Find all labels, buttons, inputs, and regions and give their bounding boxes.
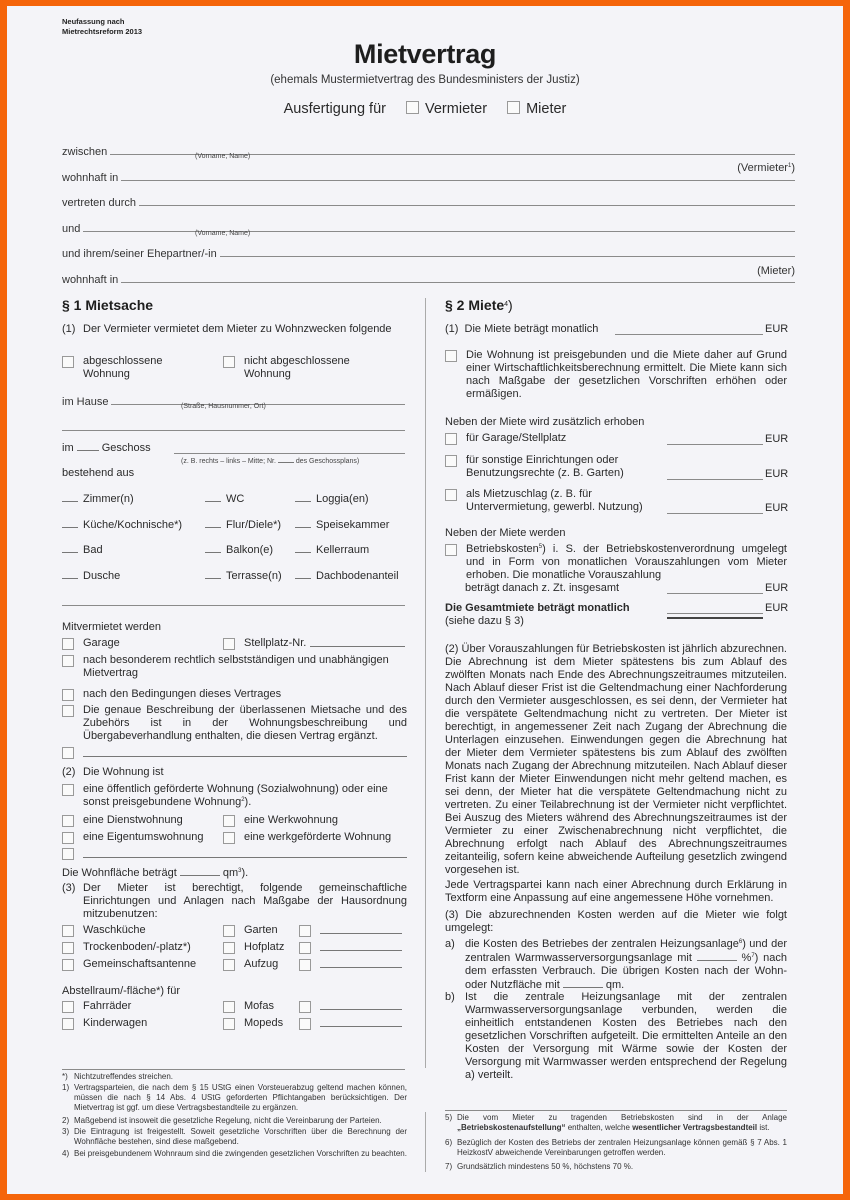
revision-note: [62, 17, 142, 37]
field-label: im Hause: [62, 396, 109, 408]
checkbox[interactable]: [62, 356, 74, 368]
option-label: Kinderwagen: [83, 1017, 148, 1029]
option-betriebskosten[interactable]: [445, 543, 787, 582]
checkbox-vermieter[interactable]: [406, 101, 419, 114]
option-label: Mopeds: [244, 1017, 284, 1029]
room-item: [62, 543, 103, 557]
field-label: Geschoss: [101, 442, 151, 454]
option-label: nicht abgeschlossene Wohnung: [244, 355, 350, 380]
hint-text: (z. B. rechts – links – Mitte; Nr.: [181, 458, 276, 465]
input-other[interactable]: [83, 847, 407, 858]
option-text: eine öffentlich geförderte Wohnung (Sozialwohnung) oder eine sonst preisgebundene Wohnung: [83, 783, 388, 808]
column-divider: [425, 298, 426, 1068]
facility-option[interactable]: [223, 958, 278, 971]
input-room-count[interactable]: [62, 543, 78, 553]
s2-para-3: (3) Die abzurechnenden Kosten werden auf die Mieter wie folgt umgelegt:: [445, 909, 787, 934]
unit-label: qm: [222, 867, 239, 879]
input-wohnflaeche[interactable]: [180, 866, 220, 876]
option-label: für sonstige Einrichtungen oder Benutzungsrechte (z. B. Garten): [466, 454, 624, 479]
document-page: [7, 6, 843, 1194]
footnote-text: Bei preisgebundenem Wohnraum sind die zwingenden gesetzlichen Vorschriften zu beachten.: [74, 1149, 407, 1158]
input-room-count[interactable]: [62, 569, 78, 579]
checkbox[interactable]: [445, 433, 457, 445]
room-label: Bad: [83, 544, 103, 556]
checkbox[interactable]: [299, 942, 311, 954]
footnote-text-part: Die vom Mieter zu tragenden Betriebskosten sind in der Anlage: [457, 1113, 787, 1122]
facility-option-other[interactable]: [299, 1000, 402, 1013]
section-heading: § 1 Mietsache: [62, 297, 154, 313]
field-wohnhaft-mieter[interactable]: [62, 270, 795, 286]
footnote-mark: 1): [62, 1083, 70, 1092]
vermieter-role-label: (Vermieter$^1$): [733, 162, 795, 174]
unit-label: %: [741, 952, 752, 964]
input-room-count[interactable]: [295, 569, 311, 579]
footnote-ref: 6: [738, 939, 743, 945]
item-text-part: ) nach dem erfassten Verbrauch. Die übrigen Kosten nach der Wohn- oder Nutzfläche mit: [465, 952, 788, 991]
option-label: abgeschlossene Wohnung: [83, 355, 163, 380]
mieter-role-label: (Mieter): [753, 265, 795, 277]
facility-option[interactable]: [223, 1000, 274, 1013]
footnote-text: Grundsätzlich mindestens 50 %, höchstens 70 %.: [457, 1162, 634, 1171]
zusaetzlich-label: Neben der Miete wird zusätzlich erhoben: [445, 416, 645, 428]
footnote-5: [445, 1113, 787, 1133]
input-line-floor-position[interactable]: [174, 453, 405, 454]
s1-para-2: [62, 766, 407, 779]
facility-option[interactable]: [62, 1017, 147, 1030]
footnote-text-part: enthalten, welche: [565, 1123, 633, 1132]
footnote-ref: 4: [504, 301, 509, 308]
field-label: wohnhaft in: [62, 172, 119, 184]
section-1-heading: [62, 299, 153, 312]
unit-label: qm.: [605, 979, 625, 991]
betraegt-danach-label: beträgt danach z. Zt. insgesamt: [465, 582, 620, 594]
checkbox[interactable]: [223, 1001, 235, 1013]
footnote-rule-left: [62, 1069, 405, 1070]
item-text: [465, 938, 787, 992]
option-label: Waschküche: [83, 924, 146, 936]
s2-para-2: (2) Über Vorauszahlungen für Betriebskosten ist jährlich abzurechnen. Die Abrechnung ist dem Mieter spätestens bis zum Ablauf des zwölften Monats nach Ende des Abrechnungszeitraumes mitzuteilen. Nach Ablauf dieser Frist ist die Geltendmachung einer Nachforderung durch den Vermieter ausgeschlossen, es sei denn, der Vermieter hat die verspätete Geltendmachung nicht zu vertreten. Der Mieter ist berechtigt, in angemessener Zeit nach Zugang der Abrechnung die Unterlagen einzusehen. Einwendungen gegen die Abrechnung hat der Mieter dem Vermieter spätestens bis zum Ablauf des zwölften Monats nach Zugang der Abrechnung mitzuteilen. Nach Ablauf dieser Frist kann der Mieter Einwendungen nicht mehr geltend machen, es sei denn, der Mieter hat die verspätete Geltendmachung nicht zu vertreten. Zu einer Teilabrechnung ist der Vermieter nicht verpflichtet. Bei Auszug des Mieters während des Abrechnungszeitraumes ist der Vermieter zu einer Zwischenabrechnung nicht verpflichtet, die Abrechnung erfolgt nach Ablauf des Abrechnungszeitraumes zeitanteilig, sofern keine abweichende Aufteilung gesetzlich zwingend vorgesehen ist.: [445, 643, 787, 876]
input-room-count[interactable]: [205, 543, 221, 553]
option-dienstwohnung[interactable]: [62, 814, 183, 827]
gesamtmiete-text: Die Gesamtmiete beträgt monatlich: [445, 602, 630, 614]
footnote-text-bold: „Betriebskostenaufstellung“: [457, 1123, 566, 1132]
room-item: [205, 492, 244, 506]
footnote: [62, 1127, 407, 1147]
s2-item-a: [445, 938, 787, 992]
option-label: Trockenboden/-platz*): [83, 941, 191, 953]
option-label: eine Werkwohnung: [244, 814, 338, 826]
para-number: (1): [62, 323, 76, 335]
room-label: Küche/Kochnische*): [83, 518, 183, 531]
input-room-count[interactable]: [205, 569, 221, 579]
input-line[interactable]: [121, 281, 795, 283]
room-label: Dusche: [83, 569, 121, 582]
input-garage-fee[interactable]: [667, 444, 763, 445]
facility-option-other[interactable]: [299, 941, 402, 954]
field-label: vertreten durch: [62, 197, 136, 209]
revision-note-line: Neufassung nach: [62, 17, 125, 26]
input-line[interactable]: [83, 230, 795, 232]
option-label: Die genaue Beschreibung der überlassenen Mietsache und des Zubehörs ist in der Wohnungsbeschreibung und Übergabeverhandlung enthalten, die diesen Vertrag ergänzt.: [83, 704, 407, 742]
para-number: (1): [445, 323, 459, 335]
field-wohnhaft-vermieter[interactable]: [62, 168, 795, 184]
checkbox[interactable]: [62, 747, 74, 759]
abstell-label: Abstellraum/-fläche*) für: [62, 985, 180, 997]
input-room-count[interactable]: [295, 518, 311, 528]
option-other-2[interactable]: [62, 847, 407, 860]
footnote-ref: 5: [538, 544, 543, 550]
input-line[interactable]: [121, 179, 795, 181]
footnote-text-part: ist.: [757, 1123, 770, 1132]
checkbox-vermieter-label: Vermieter: [425, 101, 488, 117]
input-percent[interactable]: [697, 951, 737, 961]
field-label: und: [62, 223, 81, 235]
option-sonstige-fee[interactable]: [445, 454, 655, 480]
input-line[interactable]: [139, 204, 795, 206]
room-label: Terrasse(n): [226, 569, 282, 582]
input-other[interactable]: [320, 1017, 402, 1027]
facility-option[interactable]: [223, 1017, 283, 1030]
checkbox[interactable]: [223, 959, 235, 971]
checkbox[interactable]: [223, 832, 235, 844]
bestehend-aus-label: bestehend aus: [62, 467, 135, 479]
room-item: [295, 569, 399, 583]
checkbox[interactable]: [62, 1001, 74, 1013]
footnote-mark: 3): [62, 1127, 70, 1136]
section-2-heading: § 2 Miete$^4$): [445, 297, 513, 313]
room-item: [62, 569, 120, 583]
option-nicht-abgeschlossen[interactable]: [223, 355, 373, 381]
para-text: Der Mieter ist berechtigt, folgende gemeinschaftliche Einrichtungen und Anlagen nach Maßgabe der Hausordnung mitzubenutzen:: [83, 882, 407, 920]
input-other[interactable]: [320, 941, 402, 951]
option-label: eine öffentlich geförderte Wohnung (Sozialwohnung) oder eine sonst preisgebundene Wohnung$^2$).: [83, 783, 388, 808]
footnote: [62, 1116, 407, 1126]
option-label: Hofplatz: [244, 941, 285, 953]
room-item: [295, 543, 369, 557]
option-label: eine Eigentumswohnung: [83, 831, 204, 843]
input-plan-number[interactable]: [278, 456, 294, 463]
section-heading: § 2 Miete: [445, 297, 505, 313]
input-room-count[interactable]: [62, 518, 78, 528]
checkbox[interactable]: [62, 655, 74, 667]
footnote-text: Vertragsparteien, die nach dem § 15 UStG einen Vorsteuerabzug geltend machen können, müssen die nach § 14 Abs. 4 UStG geforderten Pflichtangaben berücksichtigen. Der Mietvertrag ist ggf. um diese Vertragsbestandteile zu ergänzen.: [74, 1083, 407, 1112]
room-label: Speisekammer: [316, 518, 390, 531]
facility-option-other[interactable]: [299, 1017, 402, 1030]
footnote-text: Nichtzutreffendes streichen.: [74, 1072, 174, 1081]
room-item: [205, 569, 282, 583]
option-label: Stellplatz-Nr.: [244, 637, 307, 649]
room-label: Loggia(en): [316, 493, 369, 505]
revision-note-line: Mietrechtsreform 2013: [62, 27, 143, 36]
option-eigentumswohnung[interactable]: [62, 831, 203, 844]
option-nach-besonderem[interactable]: [62, 654, 407, 680]
input-other[interactable]: [320, 1000, 402, 1010]
option-label: Garage: [83, 637, 120, 649]
currency-label: EUR: [765, 582, 789, 594]
para-number: (2): [62, 766, 76, 778]
room-item: [62, 518, 182, 532]
option-label: Aufzug: [244, 958, 279, 970]
hint-text: des Geschossplans): [295, 458, 360, 465]
checkbox[interactable]: [299, 925, 311, 937]
footnote-mark: 6): [445, 1138, 453, 1147]
checkbox[interactable]: [62, 1018, 74, 1030]
copy-for-row: [7, 101, 843, 117]
footnote-mark: 7): [445, 1162, 453, 1171]
checkbox[interactable]: [299, 1018, 311, 1030]
room-item: [205, 518, 281, 532]
option-label: Die Wohnung ist preisgebunden und die Miete daher auf Grund einer Wirtschaftlichkeitsberechnung ermittelt. Die Miete kann sich nach Maßgabe der gesetzlichen Vorschriften erhöhen oder ermäßigen.: [466, 349, 787, 400]
facility-option-other[interactable]: [299, 958, 402, 971]
input-room-count[interactable]: [62, 492, 78, 502]
checkbox[interactable]: [445, 489, 457, 501]
s2-item-b: [445, 991, 787, 1082]
field-zwischen[interactable]: [62, 142, 795, 158]
option-label: Garten: [244, 924, 278, 936]
field-geschoss: [62, 441, 151, 455]
option-text: Betriebskosten: [466, 543, 539, 555]
role-text: (Vermieter: [737, 162, 788, 174]
input-line-rooms-extra[interactable]: [62, 605, 405, 606]
room-item: [295, 492, 369, 506]
option-label: eine Dienstwohnung: [83, 814, 183, 826]
input-line[interactable]: [220, 255, 795, 257]
s2-para-2b: Jede Vertragspartei kann nach einer Abrechnung durch Erklärung in Textform eine Anpassung auf eine angemessene Höhe vornehmen.: [445, 879, 787, 904]
input-floor[interactable]: [77, 441, 99, 451]
footnote-mark: *): [62, 1072, 68, 1081]
option-garage[interactable]: [62, 637, 120, 650]
footnote-rule-right: [445, 1110, 787, 1111]
input-stellplatz-nr[interactable]: [310, 637, 405, 647]
room-label: Dachbodenanteil: [316, 569, 399, 582]
room-item: [62, 492, 134, 506]
hint-name: (Vorname, Name): [195, 230, 251, 237]
footnote: [62, 1083, 407, 1113]
room-label: WC: [226, 493, 245, 505]
currency-label: EUR: [765, 323, 789, 335]
document-subtitle: (ehemals Mustermietvertrag des Bundesministers der Justiz): [270, 74, 580, 86]
checkbox-mieter[interactable]: [507, 101, 520, 114]
footnote-text: Maßgebend ist insoweit die gesetzliche Regelung, nicht die Vereinbarung der Parteien.: [74, 1116, 382, 1125]
input-room-count[interactable]: [295, 492, 311, 502]
input-room-count[interactable]: [205, 518, 221, 528]
option-label: nach den Bedingungen dieses Vertrages: [83, 688, 282, 700]
checkbox[interactable]: [62, 705, 74, 717]
currency-label: EUR: [765, 602, 789, 614]
option-label: als Mietzuschlag (z. B. für Untervermietung, gewerbl. Nutzung): [466, 488, 643, 513]
field-label: und ihrem/seiner Ehepartner/-in: [62, 248, 217, 260]
footnote: [62, 1072, 407, 1082]
field-wohnflaeche: Die Wohnfläche beträgt $qm^3$).: [62, 867, 249, 879]
input-gesamtmiete[interactable]: [667, 613, 763, 614]
total-double-rule: [667, 617, 763, 619]
copy-for-label: Ausfertigung für: [283, 101, 386, 117]
option-oeffentlich[interactable]: [62, 783, 407, 809]
footnote-ref: 2: [241, 797, 245, 803]
checkbox[interactable]: [62, 815, 74, 827]
input-other[interactable]: [320, 924, 402, 934]
option-label: für Garage/Stellplatz: [466, 432, 567, 444]
checkbox[interactable]: [62, 959, 74, 971]
neben-werden-label: Neben der Miete werden: [445, 527, 566, 539]
field-ehepartner[interactable]: [62, 244, 795, 260]
item-text-part: die Kosten des Betriebes der zentralen Heizungsanlage: [465, 938, 739, 950]
option-werkgefoerdert[interactable]: [223, 831, 391, 844]
item-text: Ist die zentrale Heizungsanlage mit der zentralen Warmwasserversorgungsanlage verbunden, werden die einheitlich entstandenen Kosten des Betriebes nach den gesetzlichen Vorschriften aufgeteilt. Die ermittelten Anteile an den Kosten der Versorgung mit Wärme sowie der Kosten der Versorgung mit Warmwasser werden entsprechend der Regelung a) verteilt.: [465, 991, 787, 1081]
checkbox[interactable]: [445, 544, 457, 556]
checkbox[interactable]: [223, 942, 235, 954]
option-abgeschlossen[interactable]: [62, 355, 202, 381]
field-label: zwischen: [62, 146, 108, 158]
room-item: [205, 543, 273, 557]
item-marker: a): [445, 938, 455, 950]
checkbox[interactable]: [445, 350, 457, 362]
s1-para-3: [62, 882, 407, 921]
gesamtmiete-label: [445, 602, 630, 615]
para-text: Die Miete beträgt monatlich: [464, 323, 599, 335]
input-mietzuschlag[interactable]: [667, 513, 763, 514]
checkbox[interactable]: [223, 356, 235, 368]
option-label: Fahrräder: [83, 1000, 132, 1012]
option-preisgebunden[interactable]: [445, 349, 787, 401]
facility-option[interactable]: [223, 924, 278, 937]
footnote-6: [445, 1138, 787, 1158]
field-label: Die Wohnfläche beträgt: [62, 867, 177, 879]
input-vorauszahlung[interactable]: [667, 593, 763, 594]
option-stellplatz[interactable]: [223, 637, 405, 650]
room-label: Zimmer(n): [83, 493, 134, 505]
option-label: eine werkgeförderte Wohnung: [244, 831, 392, 843]
facility-option-other[interactable]: [299, 924, 402, 937]
option-label: nach besonderem rechtlich selbstständigen und unabhängigen Mietvertrag: [83, 654, 389, 679]
footnote-ref: 3: [238, 868, 242, 874]
option-werkwohnung[interactable]: [223, 814, 338, 827]
checkbox[interactable]: [299, 959, 311, 971]
checkbox-mieter-label: Mieter: [526, 101, 567, 117]
option-label: Gemeinschaftsantenne: [83, 958, 197, 970]
checkbox[interactable]: [223, 638, 235, 650]
footnote-mark: 2): [62, 1116, 70, 1125]
checkbox[interactable]: [62, 942, 74, 954]
document-title: Mietvertrag: [353, 39, 497, 69]
currency-label: EUR: [765, 502, 789, 514]
facility-option[interactable]: [62, 924, 146, 937]
checkbox[interactable]: [299, 1001, 311, 1013]
option-label: Mofas: [244, 1000, 274, 1012]
footnote-mark: 4): [62, 1149, 70, 1158]
room-label: Flur/Diele*): [226, 518, 282, 531]
currency-label: EUR: [765, 433, 789, 445]
input-room-count[interactable]: [295, 543, 311, 553]
option-nach-bedingungen[interactable]: [62, 688, 407, 701]
checkbox[interactable]: [62, 925, 74, 937]
checkbox[interactable]: [223, 815, 235, 827]
footnote-text: [457, 1113, 787, 1133]
siehe-label: (siehe dazu § 3): [445, 615, 524, 627]
footnote-divider: [425, 1112, 426, 1172]
currency-label: EUR: [765, 468, 789, 480]
footnote-ref: 1: [787, 163, 792, 169]
s1-para-1: [62, 323, 402, 336]
footnote-mark: 5): [445, 1113, 453, 1122]
input-line-address-2[interactable]: [62, 430, 405, 431]
footnote-ref: 7: [751, 953, 755, 959]
room-item: [295, 518, 389, 532]
option-garage-fee[interactable]: [445, 432, 566, 445]
option-other-1[interactable]: [62, 746, 407, 759]
checkbox[interactable]: [223, 1018, 235, 1030]
input-sonstige-fee[interactable]: [667, 479, 763, 480]
field-label: im: [62, 442, 74, 454]
facility-option[interactable]: [62, 1000, 131, 1013]
field-vertreten-durch[interactable]: [62, 193, 795, 209]
input-room-count[interactable]: [205, 492, 221, 502]
room-label: Kellerraum: [316, 544, 370, 556]
footnote-text: Die Eintragung ist freigestellt. Soweit gesetzliche Vorschriften über die Berechnung der Wohnfläche bestehen, sind diese maßgebend.: [74, 1127, 407, 1146]
input-other[interactable]: [320, 958, 402, 968]
hint-floor: [181, 456, 359, 465]
checkbox[interactable]: [62, 848, 74, 860]
checkbox[interactable]: [62, 832, 74, 844]
facility-option[interactable]: [223, 941, 284, 954]
checkbox[interactable]: [62, 689, 74, 701]
footnote: [62, 1149, 407, 1159]
item-marker: b): [445, 991, 455, 1003]
room-label: Balkon(e): [226, 544, 274, 556]
footnote-7: [445, 1162, 787, 1172]
footnote-text-bold: wesentlicher Vertragsbestandteil: [632, 1123, 758, 1132]
hint-address: (Straße, Hausnummer, Ort): [181, 403, 266, 410]
checkbox[interactable]: [62, 638, 74, 650]
para-text: Die Wohnung ist: [83, 766, 164, 778]
mitvermietet-label: Mitvermietet werden: [62, 621, 162, 633]
facility-option[interactable]: [62, 958, 196, 971]
checkbox[interactable]: [223, 925, 235, 937]
item-text-part: ) und der zentralen Warmwasserversorgungsanlage mit: [465, 938, 787, 964]
facility-option[interactable]: [62, 941, 191, 954]
hint-name: (Vorname, Name): [195, 153, 251, 160]
input-other[interactable]: [83, 746, 407, 757]
input-qm[interactable]: [563, 978, 603, 988]
option-label: [466, 543, 787, 582]
para-number: (3): [62, 882, 76, 894]
input-miete[interactable]: [615, 334, 763, 335]
option-mietzuschlag[interactable]: [445, 488, 660, 514]
field-und[interactable]: [62, 219, 795, 235]
checkbox[interactable]: [445, 455, 457, 467]
field-label: wohnhaft in: [62, 274, 119, 286]
para-text: Der Vermieter vermietet dem Mieter zu Wohnzwecken folgende: [83, 323, 392, 335]
checkbox[interactable]: [62, 784, 74, 796]
footnote-text: Bezüglich der Kosten des Betriebs der zentralen Heizungsanlage können gemäß § 7 Abs. 1 HeizkostV abweichende Vereinbarungen getroffen werden.: [457, 1138, 787, 1157]
option-beschreibung[interactable]: [62, 704, 407, 743]
option-text: ) i. S. der Betriebskostenverordnung umgelegt und in Form von monatlichen Vorauszahlungen vom Mieter erhoben. Die monatliche Vorauszahlung: [466, 543, 787, 581]
